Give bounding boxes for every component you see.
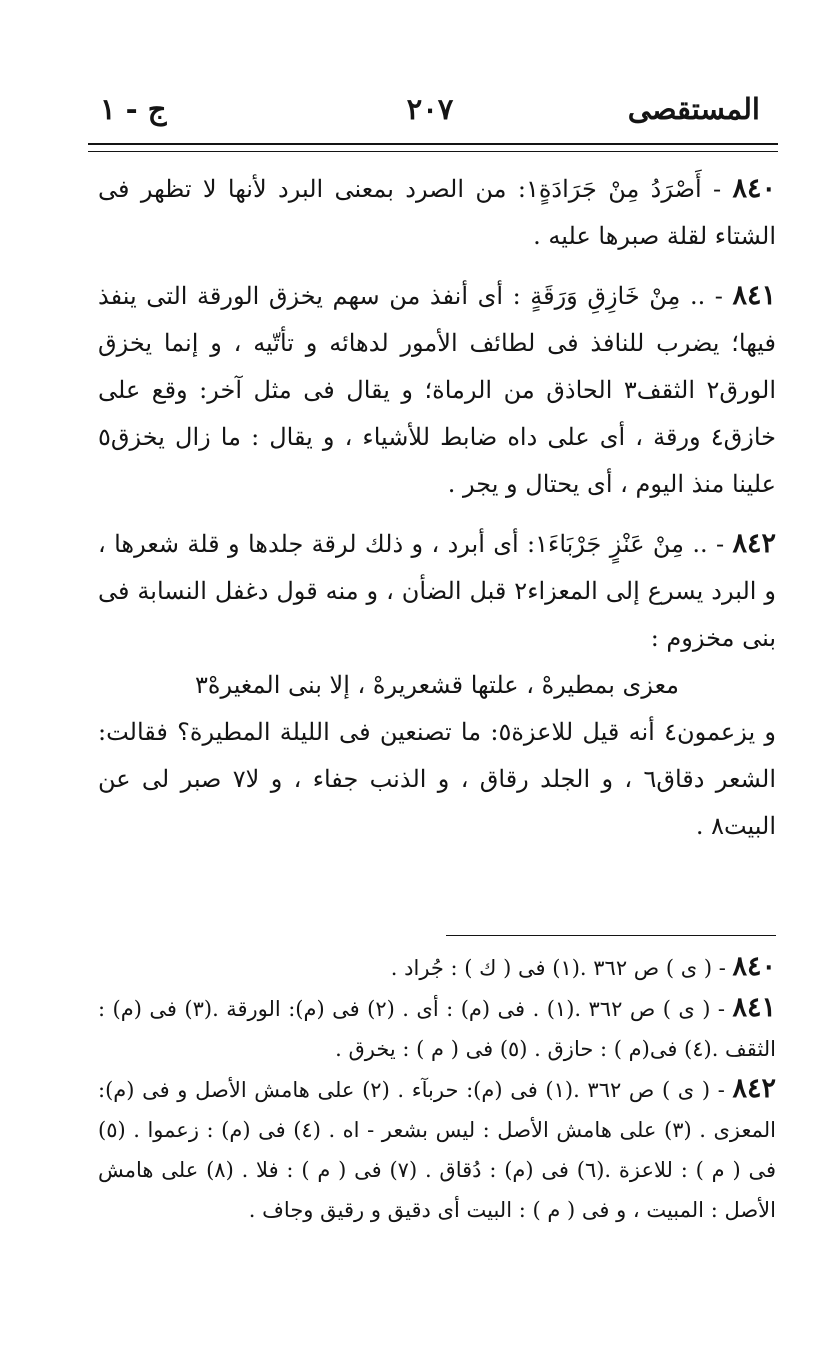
entry-number: ٨٤١ — [732, 280, 776, 311]
footnote-841 — [98, 988, 776, 1069]
footnote-text: - ( ى ) ص ٣٦٢ .(١) فى (م): حربآء . (٢) على هامش الأصل و فى (م): المعزى . (٣) على هامش الأصل : ليس بشعر - اه . (٤) فى (م) : زعموا . (٥) فى ( م ) : للاعزة .(٦) فى (م) : دُقاق . (٧) فى ( م ) : فلا . (٨) على هامش الأصل : المبيت ، و فى ( م ) : البيت أى دقيق و رقيق وجاف . — [98, 1078, 776, 1222]
footnote-842 — [98, 1069, 776, 1230]
entry-paragraph — [98, 272, 776, 508]
entry-840 — [98, 165, 776, 260]
entry-text: - أَصْرَدُ مِنْ جَرَادَةٍ١: من الصرد بمعنى البرد لأنها لا تظهر فى الشتاء لقلة صبرها عليه . — [98, 175, 776, 250]
entry-841 — [98, 272, 776, 508]
footnote-divider — [446, 935, 776, 936]
footnote-text: - ( ى ) ص ٣٦٢ .(١) فى ( ك ) : جُراد . — [390, 956, 733, 980]
entry-continuation: و يزعمون٤ أنه قيل للاعزة٥: ما تصنعين فى الليلة المطيرة؟ فقالت: الشعر دقاق٦ ، و الجلد رقاق ، و الذنب جفاء ، و لا٧ صبر لى عن البيت٨ . — [98, 718, 776, 840]
footnote-number: ٨٤١ — [732, 992, 776, 1023]
volume-label: ج - ١ — [100, 92, 167, 126]
entry-number: ٨٤٠ — [732, 173, 777, 204]
page-number: ٢٠٧ — [406, 92, 454, 126]
entry-842 — [98, 520, 776, 850]
entry-text: - .. مِنْ عَنْزٍ جَرْبَاءَ١: أى أبرد ، و ذلك لرقة جلدها و قلة شعرها ، و البرد يسرع إلى المعزاء٢ قبل الضأن ، و منه قول دغفل النسابة فى بنى مخزوم : — [98, 530, 776, 652]
verse-line: معزى بمطيرهْ ، علتها قشعريرهْ ، إلا بنى المغيرهْ٣ — [194, 671, 680, 699]
footnote-number: ٨٤٠ — [732, 951, 776, 982]
header-divider — [88, 143, 778, 152]
footnote-840 — [98, 947, 776, 988]
entry-text: - .. مِنْ خَازِقِ وَرَقَةٍ : أى أنفذ من سهم يخزق الورقة التى ينفذ فيها؛ يضرب للنافذ فى لطائف الأمور لدهائه و تأتّيه ، و إنما يخزق الورق٢ الثقف٣ الحاذق من الرماة؛ و يقال فى مثل آخر: وقع على خازق٤ ورقة ، أى على داه ضابط للأشياء ، و يقال : ما زال يخزق٥ علينا منذ اليوم ، أى يحتال و يجر . — [98, 282, 776, 498]
entry-number: ٨٤٢ — [732, 528, 777, 559]
entry-paragraph — [98, 165, 776, 260]
book-title: المستقصى — [627, 92, 760, 126]
footnote-text: - ( ى ) ص ٣٦٢ .(١) . فى (م) : أى . (٢) فى (م): الورقة .(٣) فى (م) : الثقف .(٤) فى(م ) : حازق . (٥) فى ( م ) : يخرق . — [98, 997, 776, 1061]
page-header — [100, 92, 760, 142]
footnote-number: ٨٤٢ — [732, 1073, 777, 1104]
footnotes — [98, 947, 776, 1230]
entry-paragraph — [98, 520, 776, 662]
main-text — [98, 165, 776, 862]
